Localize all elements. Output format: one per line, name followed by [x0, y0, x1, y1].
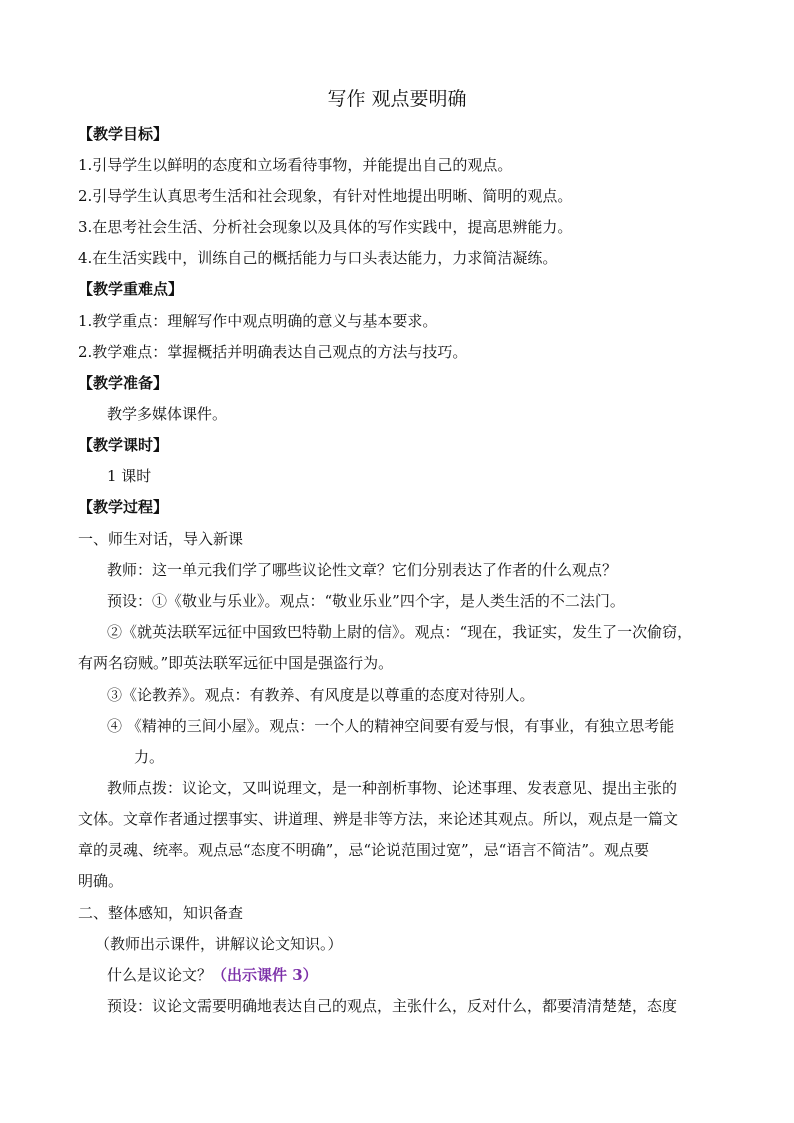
goals-heading: 【教学目标】: [78, 125, 169, 143]
teacher-note-line-3: 章的灵魂、统率。观点忌“态度不明确”，忌“论说范围过宽”，忌“语言不简洁”。观点要: [78, 841, 650, 859]
teacher-note-line-2: 文体。文章作者通过摆事实、讲道理、辨是非等方法，来论述其观点。所以，观点是一篇文: [78, 810, 679, 828]
hours-text: 1 课时: [107, 467, 152, 485]
answer-2-line-2: 有两名窃贼。”即英法联军远征中国是强盗行为。: [78, 654, 394, 672]
prep-heading: 【教学准备】: [78, 374, 169, 392]
courseware-tag: （出示课件 3）: [212, 966, 318, 984]
hours-heading: 【教学课时】: [78, 436, 169, 454]
answer-1: 预设：①《敬业与乐业》。观点：“敬业乐业”四个字，是人类生活的不二法门。: [107, 592, 625, 610]
goal-item-1: 1.引导学生以鲜明的态度和立场看待事物，并能提出自己的观点。: [78, 156, 513, 174]
answer-4-line-1: ④ 《精神的三间小屋》。观点：一个人的精神空间要有爱与恨，有事业，有独立思考能: [107, 717, 675, 735]
question-line: [107, 964, 318, 986]
process-heading: 【教学过程】: [78, 498, 169, 516]
part2-heading: 二、整体感知，知识备查: [78, 904, 244, 922]
prep-text: 教学多媒体课件。: [107, 405, 228, 423]
goal-item-2: 2.引导学生认真思考生活和社会现象，有针对性地提出明晰、简明的观点。: [78, 187, 573, 205]
goal-item-4: 4.在生活实践中，训练自己的概括能力与口头表达能力，力求简洁凝练。: [78, 249, 558, 267]
answer-3: ③《论教养》。观点：有教养、有风度是以尊重的态度对待别人。: [107, 686, 535, 704]
page-title: 写作 观点要明确: [327, 88, 467, 110]
teacher-note-line-4: 明确。: [78, 872, 124, 890]
keypoints-heading: 【教学重难点】: [78, 280, 184, 298]
answer-2-line-1: ②《就英法联军远征中国致巴特勒上尉的信》。观点：“现在，我证实，发生了一次偷窃，: [107, 623, 693, 641]
answer-4-line-2: 力。: [134, 748, 165, 766]
part2-intro: （教师出示课件，讲解议论文知识。）: [95, 935, 343, 953]
teacher-note-line-1: 教师点拨：议论文，又叫说理文，是一种剖析事物、论述事理、发表意见、提出主张的: [107, 779, 678, 797]
keypoint-item-2: 2.教学难点：掌握概括并明确表达自己观点的方法与技巧。: [78, 343, 468, 361]
question-text: 什么是议论文？: [107, 966, 213, 984]
teacher-question: 教师：这一单元我们学了哪些议论性文章？它们分别表达了作者的什么观点？: [107, 561, 618, 579]
goal-item-3: 3.在思考社会生活、分析社会现象以及具体的写作实践中，提高思辨能力。: [78, 218, 573, 236]
answer-definition: 预设：议论文需要明确地表达自己的观点，主张什么，反对什么，都要清清楚楚，态度: [107, 997, 678, 1015]
keypoint-item-1: 1.教学重点：理解写作中观点明确的意义与基本要求。: [78, 312, 438, 330]
part1-heading: 一、师生对话，导入新课: [78, 530, 244, 548]
